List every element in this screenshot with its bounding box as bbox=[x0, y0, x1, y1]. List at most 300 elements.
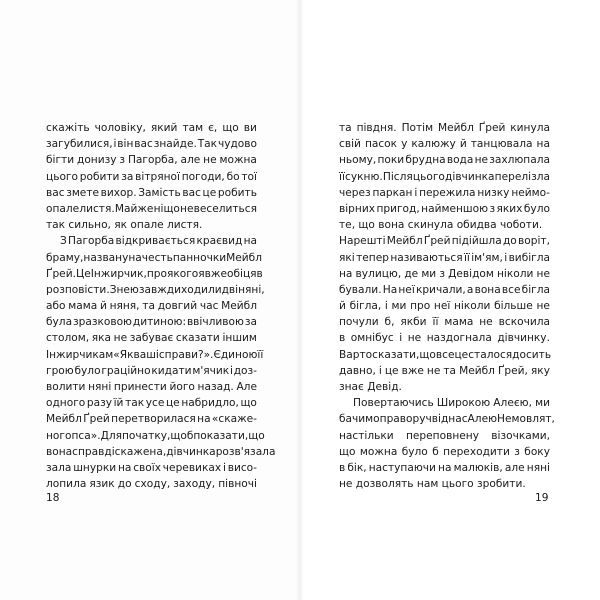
text-word: вас bbox=[46, 186, 65, 199]
text-word: з bbox=[439, 267, 445, 280]
text-word: м'ячик bbox=[192, 364, 230, 377]
text-word: сказати bbox=[175, 332, 220, 345]
text-word: Пагорба bbox=[68, 235, 115, 248]
text-line bbox=[339, 347, 550, 363]
text-line bbox=[339, 282, 550, 298]
text-word: бігти bbox=[46, 154, 75, 167]
text-word: та bbox=[339, 122, 352, 134]
text-word: обіцяв bbox=[226, 267, 263, 280]
text-word: танцювала bbox=[470, 138, 533, 151]
text-word: не bbox=[479, 316, 493, 329]
text-word: краєвид bbox=[196, 235, 243, 248]
text-word: і bbox=[504, 251, 508, 264]
text-word: забуває bbox=[129, 332, 174, 345]
text-word: праворуч bbox=[379, 413, 432, 426]
text-word: й bbox=[459, 138, 467, 151]
text-word: на bbox=[197, 413, 211, 426]
text-word: що bbox=[240, 397, 257, 410]
text-word: в bbox=[339, 332, 346, 345]
text-word: паркан bbox=[372, 186, 413, 199]
text-word: низку bbox=[477, 186, 510, 199]
text-word: Мейбл bbox=[221, 300, 257, 313]
text-word: не bbox=[203, 154, 217, 167]
text-word: давно, bbox=[339, 364, 376, 377]
text-word: тепер bbox=[356, 251, 389, 264]
text-line bbox=[339, 363, 550, 379]
text-word: набридло, bbox=[181, 397, 239, 410]
text-word: брудна bbox=[405, 154, 446, 167]
text-word: найменшою bbox=[421, 202, 488, 215]
text-word: не bbox=[180, 202, 194, 215]
text-word: дівчинку. bbox=[497, 332, 550, 345]
text-word: ніщо bbox=[153, 202, 180, 215]
text-word: де bbox=[404, 267, 419, 280]
text-word: та bbox=[142, 300, 155, 313]
text-word: веселиться bbox=[193, 202, 257, 215]
text-word: а bbox=[466, 283, 474, 296]
text-word: боку bbox=[524, 445, 550, 458]
text-word: бо bbox=[226, 170, 240, 183]
text-word: є, bbox=[208, 122, 218, 134]
text-word: підійшла bbox=[451, 235, 502, 248]
text-word: в bbox=[339, 461, 346, 474]
text-word: ми bbox=[421, 267, 437, 280]
text-line bbox=[339, 460, 550, 476]
text-word: і bbox=[222, 461, 226, 474]
text-word: ввічливою bbox=[186, 316, 244, 329]
text-word: її bbox=[432, 316, 439, 329]
text-word: на bbox=[536, 138, 550, 151]
text-word: якби bbox=[400, 316, 427, 329]
text-word: язик bbox=[89, 478, 115, 491]
text-word: не bbox=[426, 364, 441, 377]
text-word: показати, bbox=[193, 429, 249, 442]
text-word: змете bbox=[66, 186, 100, 199]
text-word: вулицю, bbox=[355, 267, 402, 280]
text-word: які bbox=[339, 251, 355, 264]
text-word: не bbox=[536, 300, 550, 313]
text-line bbox=[339, 314, 550, 330]
text-word: ніколи bbox=[453, 300, 491, 313]
text-word: дівчинка bbox=[445, 170, 495, 183]
text-word: «скаже- bbox=[211, 413, 257, 426]
text-word: з bbox=[514, 445, 520, 458]
text-word: це bbox=[454, 348, 469, 361]
text-word: це bbox=[202, 186, 217, 199]
text-word: Мейбл bbox=[459, 364, 495, 377]
text-word: шнурки bbox=[73, 461, 117, 474]
text-word: назад. bbox=[197, 381, 234, 393]
text-word: Мейбл bbox=[386, 235, 423, 248]
text-word: названу bbox=[83, 251, 129, 264]
text-word: іншим bbox=[222, 332, 257, 345]
text-word: Потім bbox=[401, 122, 434, 134]
text-word: З bbox=[109, 283, 117, 296]
text-word: няні bbox=[88, 381, 112, 393]
text-line bbox=[339, 152, 550, 168]
text-word: разу bbox=[86, 397, 112, 410]
text-word: свій bbox=[339, 138, 361, 151]
text-word: дві bbox=[221, 283, 239, 296]
text-word: було bbox=[74, 364, 101, 377]
text-word: на bbox=[128, 251, 142, 264]
text-word: граційно bbox=[101, 364, 151, 377]
text-word: розв'язала bbox=[215, 445, 276, 458]
text-word: він bbox=[117, 138, 134, 151]
text-word: бували. bbox=[339, 283, 382, 296]
text-word: усе bbox=[145, 397, 165, 410]
text-word: робити bbox=[79, 170, 120, 183]
text-word: вже bbox=[401, 364, 424, 377]
text-word: ходили bbox=[180, 283, 222, 296]
text-word: нас bbox=[448, 413, 468, 426]
text-word: грою bbox=[46, 364, 74, 377]
text-word: погоди, bbox=[181, 170, 225, 183]
text-word: честь bbox=[141, 251, 173, 264]
text-word: Інжирчик, bbox=[90, 267, 147, 280]
text-word: Ґрей bbox=[83, 413, 110, 426]
right-page-number: 19 bbox=[535, 492, 549, 504]
text-word: на bbox=[438, 461, 452, 474]
text-word: донизу bbox=[77, 154, 117, 167]
text-word: бік, bbox=[347, 461, 367, 474]
text-word: їй bbox=[113, 397, 124, 410]
text-word: робить bbox=[217, 186, 257, 199]
text-word: там bbox=[182, 122, 204, 134]
text-word: візочками, bbox=[491, 429, 550, 442]
text-word: чоловіку, bbox=[94, 122, 146, 134]
text-word: Інжирчикам bbox=[46, 348, 114, 361]
text-word: чудово bbox=[217, 138, 257, 151]
text-word: кричали, bbox=[415, 283, 466, 296]
text-word: Це bbox=[75, 267, 91, 280]
text-word: вихор. bbox=[100, 186, 137, 199]
text-word: неї bbox=[398, 283, 415, 296]
text-word: лопила bbox=[46, 478, 87, 491]
text-word: сталося bbox=[468, 348, 513, 361]
text-line: не дозволять нам цього зробити. bbox=[339, 478, 526, 491]
text-word: захлюпала bbox=[489, 154, 550, 167]
text-word: не bbox=[113, 332, 128, 345]
text-word: початку, bbox=[121, 429, 171, 442]
text-word: все bbox=[501, 283, 521, 296]
text-word: завжди bbox=[138, 283, 181, 296]
text-word: б, bbox=[384, 316, 395, 329]
text-word: що bbox=[339, 445, 356, 458]
text-line: знає Девід. bbox=[339, 381, 402, 393]
text-word: було bbox=[401, 445, 428, 458]
text-line bbox=[339, 330, 550, 346]
text-line bbox=[339, 185, 550, 201]
text-word: воріт, bbox=[518, 235, 550, 248]
text-word: листя. bbox=[79, 202, 115, 215]
text-line bbox=[339, 428, 550, 444]
text-word: Алеєю, bbox=[493, 397, 532, 410]
text-word: почули bbox=[339, 316, 379, 329]
text-line bbox=[339, 233, 550, 249]
text-word: Так bbox=[197, 138, 218, 151]
text-word: сказати, bbox=[372, 348, 420, 361]
text-word: доз- bbox=[233, 364, 257, 377]
text-word: досить bbox=[512, 348, 552, 361]
text-line bbox=[339, 395, 550, 411]
text-word: і bbox=[229, 364, 233, 377]
text-word: вона bbox=[474, 283, 501, 296]
text-word: мама bbox=[444, 316, 474, 329]
text-word: Мейбл bbox=[438, 122, 474, 134]
text-line bbox=[339, 120, 550, 136]
text-word: і bbox=[384, 300, 388, 313]
text-word: вода bbox=[446, 154, 474, 167]
text-word: довгий bbox=[157, 300, 198, 313]
text-word: півночі bbox=[218, 478, 257, 491]
text-line bbox=[339, 136, 550, 152]
text-word: щоб bbox=[170, 429, 194, 442]
text-word: заходу, bbox=[173, 478, 216, 491]
text-word: вас bbox=[182, 186, 201, 199]
text-word: Нарешті bbox=[339, 235, 386, 248]
text-word: зала bbox=[46, 461, 72, 474]
text-word: ніколи bbox=[497, 267, 534, 280]
text-word: браму, bbox=[46, 251, 84, 264]
text-word: яку bbox=[530, 364, 550, 377]
text-word: одного bbox=[46, 397, 86, 410]
text-word: називаються bbox=[390, 251, 463, 264]
text-line bbox=[339, 266, 550, 282]
text-word: ми bbox=[535, 397, 550, 410]
text-word: «Як bbox=[113, 348, 134, 361]
text-word: вона bbox=[46, 445, 73, 458]
text-word: можна bbox=[219, 154, 257, 167]
text-word: його bbox=[169, 381, 195, 393]
text-word: На bbox=[382, 283, 398, 296]
text-word: опале bbox=[46, 202, 80, 215]
text-word: й bbox=[339, 300, 346, 313]
text-word: нею bbox=[116, 283, 139, 296]
left-page-number: 18 bbox=[46, 492, 60, 504]
text-word: пасок bbox=[364, 138, 398, 151]
text-word: що bbox=[248, 429, 265, 442]
text-word: вскочила bbox=[498, 316, 550, 329]
text-word: Алею bbox=[467, 413, 498, 426]
text-word: дівчинка bbox=[166, 445, 216, 458]
text-word: дитиною: bbox=[132, 316, 187, 329]
text-word: про bbox=[146, 267, 167, 280]
text-word: була bbox=[46, 316, 73, 329]
text-word: Варто bbox=[339, 348, 373, 361]
text-word: перетворилася bbox=[111, 413, 196, 426]
text-word: що bbox=[222, 122, 239, 134]
text-word: знайде. bbox=[153, 138, 197, 151]
text-word: до bbox=[502, 235, 517, 248]
text-word: настільки bbox=[339, 429, 394, 442]
text-word: на bbox=[339, 267, 353, 280]
text-word: ім'ям, bbox=[471, 251, 503, 264]
text-word: калюжу bbox=[411, 138, 456, 151]
text-word: не bbox=[474, 154, 489, 167]
text-line bbox=[339, 169, 550, 185]
text-word: омнібус bbox=[350, 332, 394, 345]
text-word: вітряної bbox=[135, 170, 180, 183]
text-word: через bbox=[339, 186, 371, 199]
text-word: вже bbox=[204, 267, 227, 280]
text-word: й bbox=[99, 300, 107, 313]
text-word: кинула bbox=[510, 122, 550, 134]
text-word: скажіть bbox=[46, 122, 90, 134]
text-word: бачимо bbox=[339, 413, 380, 426]
text-word: відкривається bbox=[115, 235, 196, 248]
text-word: кидати bbox=[151, 364, 192, 377]
text-word: це bbox=[384, 364, 399, 377]
text-word: та bbox=[443, 364, 457, 377]
text-word: з bbox=[489, 202, 496, 215]
text-word: або bbox=[46, 300, 66, 313]
text-word: на bbox=[243, 235, 257, 248]
text-word: волити bbox=[46, 381, 86, 393]
text-word: від bbox=[431, 413, 449, 426]
text-word: наздогнала bbox=[426, 332, 492, 345]
text-word: і bbox=[414, 186, 418, 199]
text-word: переходити bbox=[443, 445, 510, 458]
text-word: бігла, bbox=[349, 300, 382, 313]
text-word: Ґрей. bbox=[46, 267, 76, 280]
text-word: висо- bbox=[227, 461, 257, 474]
text-word: ньому, bbox=[339, 154, 377, 167]
text-word: Після bbox=[382, 170, 413, 183]
text-line bbox=[339, 298, 550, 314]
text-word: мама bbox=[68, 300, 98, 313]
text-word: вірних bbox=[339, 202, 375, 215]
text-word: і bbox=[378, 364, 382, 377]
text-line bbox=[339, 444, 550, 460]
text-word: Ґрей bbox=[423, 235, 451, 248]
text-word: Ґрей bbox=[478, 122, 506, 134]
text-word: черевиках bbox=[162, 461, 222, 474]
text-line bbox=[339, 201, 550, 217]
text-word: б bbox=[432, 445, 439, 458]
text-word: цього bbox=[46, 170, 78, 183]
text-word: Ґрей, bbox=[497, 364, 528, 377]
text-word: поки bbox=[377, 154, 405, 167]
text-word: не bbox=[407, 332, 422, 345]
text-word: пригод, bbox=[376, 202, 420, 215]
text-word: який bbox=[150, 122, 178, 134]
text-word: Мейбл bbox=[46, 413, 82, 426]
text-word: з bbox=[119, 154, 126, 167]
text-word: півдня. bbox=[356, 122, 397, 134]
text-word: час bbox=[199, 300, 219, 313]
text-word: ви bbox=[243, 122, 257, 134]
text-word: Для bbox=[100, 429, 122, 442]
text-word: за bbox=[121, 170, 134, 183]
text-word: панночки bbox=[172, 251, 227, 264]
text-word: яких bbox=[496, 202, 523, 215]
text-word: своїх bbox=[133, 461, 161, 474]
text-word: більше bbox=[494, 300, 533, 313]
text-word: няні bbox=[526, 461, 550, 474]
text-word: Немовлят, bbox=[497, 413, 555, 426]
text-word: малюків, bbox=[453, 461, 503, 474]
text-word: за bbox=[244, 316, 257, 329]
text-word: няня, bbox=[109, 300, 140, 313]
text-word: неї bbox=[433, 300, 451, 313]
text-word: ного bbox=[46, 429, 72, 442]
text-word: якого bbox=[166, 267, 199, 280]
text-word: у bbox=[401, 138, 408, 151]
text-word: розповісти. bbox=[46, 283, 110, 296]
text-word: загубилися, bbox=[46, 138, 113, 151]
text-word: її bbox=[339, 170, 345, 183]
text-word: про bbox=[410, 300, 431, 313]
text-word: Єдиною bbox=[213, 348, 258, 361]
text-word: Пагорба, bbox=[127, 154, 178, 167]
text-word: Девідом bbox=[448, 267, 494, 280]
text-word: її bbox=[463, 251, 470, 264]
text-word: З bbox=[60, 235, 67, 248]
text-word: ми bbox=[391, 300, 407, 313]
text-line: те, що вона скинула обидва чоботи. bbox=[339, 219, 543, 232]
text-word: Повертаючись bbox=[353, 397, 434, 410]
text-word: і bbox=[399, 332, 403, 345]
text-word: принести bbox=[113, 381, 167, 393]
text-word: це bbox=[165, 397, 180, 410]
text-word: справи?». bbox=[158, 348, 214, 361]
text-word: вибігла bbox=[508, 251, 550, 264]
text-word: вас bbox=[134, 138, 153, 151]
text-word: все bbox=[435, 348, 455, 361]
text-word: можна bbox=[359, 445, 398, 458]
text-word: але bbox=[180, 154, 201, 167]
text-word: цього bbox=[412, 170, 445, 183]
text-word: бігла bbox=[521, 283, 550, 296]
text-word: Замість bbox=[138, 186, 181, 199]
text-word: я bbox=[198, 267, 205, 280]
text-word: не bbox=[536, 267, 550, 280]
text-word: до bbox=[117, 478, 132, 491]
text-word: так bbox=[125, 397, 145, 410]
text-word: сукню. bbox=[345, 170, 383, 183]
text-word: Мейбл bbox=[226, 251, 262, 264]
text-line bbox=[339, 411, 555, 427]
text-word: що bbox=[419, 348, 436, 361]
text-word: неймо- bbox=[511, 186, 550, 199]
text-word: няні, bbox=[238, 283, 265, 296]
text-word: сходу, bbox=[134, 478, 171, 491]
text-word: яка bbox=[91, 332, 112, 345]
text-word: і bbox=[113, 138, 117, 151]
text-word: на bbox=[117, 461, 132, 474]
text-word: столом, bbox=[46, 332, 90, 345]
text-word: Широкою bbox=[436, 397, 491, 410]
text-word: Але bbox=[236, 381, 257, 393]
text-word: тої bbox=[241, 170, 257, 183]
text-word: пса». bbox=[71, 429, 101, 442]
text-word: переповнену bbox=[405, 429, 479, 442]
text-word: але bbox=[504, 461, 525, 474]
text-word: ваші bbox=[133, 348, 159, 361]
text-word: її bbox=[257, 348, 264, 361]
text-word: Майже bbox=[114, 202, 154, 215]
right-page-text bbox=[339, 120, 555, 492]
text-word: було bbox=[523, 202, 550, 215]
text-word: пережила bbox=[419, 186, 476, 199]
text-line bbox=[339, 250, 550, 266]
text-word: скажена, bbox=[114, 445, 167, 458]
text-word: перелізла bbox=[494, 170, 550, 183]
text-word: зразковою bbox=[72, 316, 132, 329]
text-word: наступаючи bbox=[368, 461, 436, 474]
text-line: так сильно, як опале листя. bbox=[46, 219, 203, 232]
